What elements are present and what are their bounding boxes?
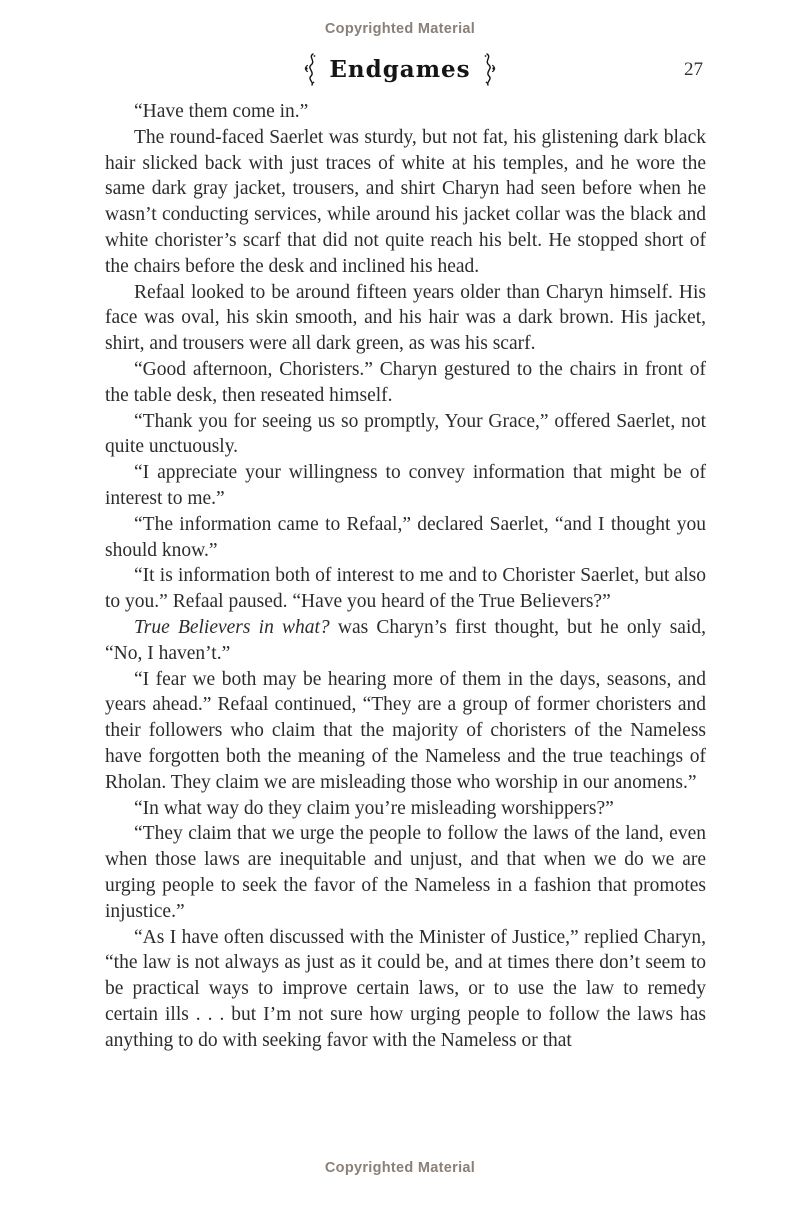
paragraph [105,409,706,461]
paragraph [105,667,706,796]
paragraph-italic-lead: True Believers in what? [134,616,330,638]
paragraph [105,796,706,822]
paragraph [105,460,706,512]
paragraph-text: “It is information both of interest to me and to Chorister Saerlet, but also to you.” Refaal paused. “Have you heard of the True Believers?” [105,565,706,613]
paragraph-text: The round-faced Saerlet was sturdy, but not fat, his glistening dark black hair slicked back with just traces of white at his temples, and he wore the same dark gray jacket, trousers, and shirt Charyn had seen before when he wasn’t conducting services, while around his jacket collar was the black and white chorister’s scarf that did not quite reach his belt. He stopped short of the chairs before the desk and inclined his head. [105,126,706,277]
copyright-notice-bottom: Copyrighted Material [324,1160,476,1176]
paragraph [105,125,706,280]
book-title: Endgames [329,55,471,83]
paragraph [105,512,706,564]
page-number: 27 [684,59,703,80]
vine-flourish-icon [303,52,318,86]
paragraph-text: “As I have often discussed with the Minister of Justice,” replied Charyn, “the law is not always as just as it could be, and at times there don’t seem to be practical ways to improve certain laws, or to use the law to remedy certain ills . . . but I’m not sure how urging people to follow the laws has anything to do with seeking favor with the Nameless or that [105,926,706,1051]
paragraph [105,99,706,125]
paragraph [105,563,706,615]
copyright-notice-top: Copyrighted Material [324,21,476,37]
paragraph-text: “Good afternoon, Choristers.” Charyn gestured to the chairs in front of the table desk, then reseated himself. [105,358,706,406]
paragraph-text: “The information came to Refaal,” declared Saerlet, “and I thought you should know.” [105,513,706,561]
running-header [0,52,800,92]
paragraph [105,280,706,357]
paragraph [105,357,706,409]
body-text [105,99,706,1053]
paragraph-text: “I appreciate your willingness to convey information that might be of interest to me.” [105,462,706,509]
paragraph [105,615,706,667]
paragraph-text: “Thank you for seeing us so promptly, Your Grace,” offered Saerlet, not quite unctuously. [105,410,706,458]
running-head-title-group [0,52,800,86]
paragraph-text: Refaal looked to be around fifteen years older than Charyn himself. His face was oval, his skin smooth, and his hair was a dark brown. His jacket, shirt, and trousers were all dark green, as was his scarf. [105,281,706,355]
paragraph [105,821,706,924]
paragraph [105,925,706,1054]
paragraph-text: “In what way do they claim you’re misleading worshippers?” [134,797,614,819]
paragraph-text: “Have them come in.” [134,101,309,122]
vine-flourish-icon [482,52,497,86]
paragraph-text: “I fear we both may be hearing more of them in the days, seasons, and years ahead.” Refaal continued, “They are a group of former choristers and their followers who claim that the majority of choristers of the Nameless have forgotten both the meaning of the Nameless and the true teachings of Rholan. They claim we are misleading those who worship in our anomens.” [105,668,706,793]
paragraph-text: was Charyn’s first thought, but he only said, “No, I haven’t.” [105,616,706,664]
paragraph-text: “They claim that we urge the people to follow the laws of the land, even when those laws are inequitable and unjust, and that when we do we are urging people to seek the favor of the Nameless in a fashion that promotes injustice.” [105,823,706,922]
